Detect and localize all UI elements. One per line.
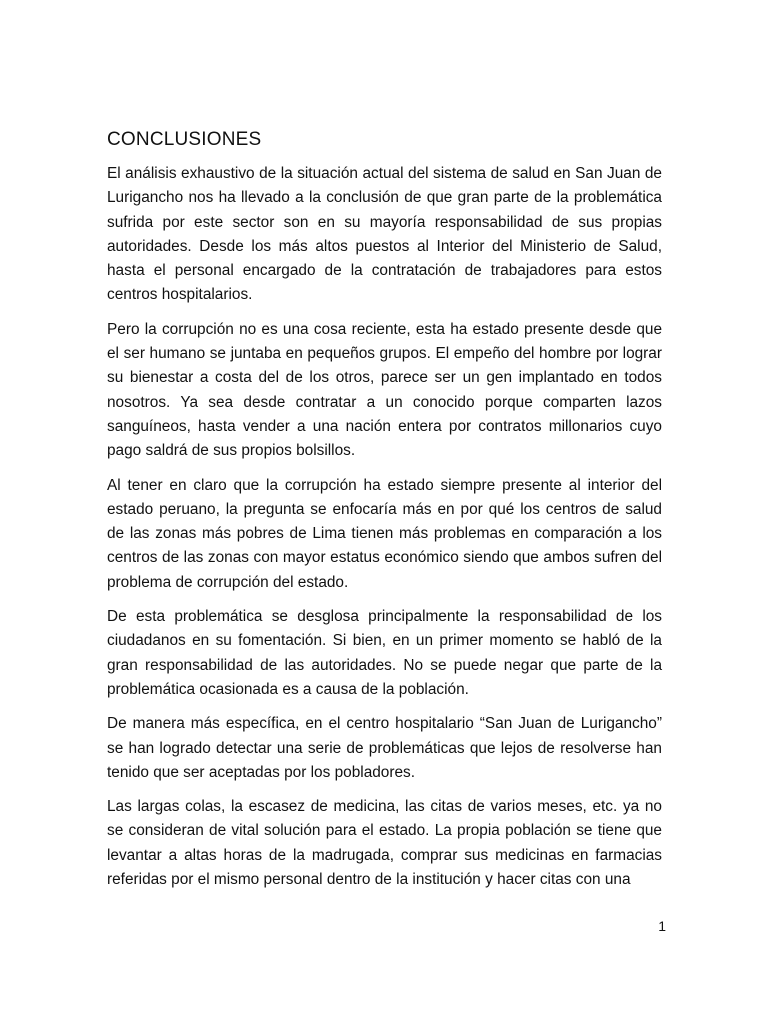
paragraph-3: Al tener en claro que la corrupción ha estado siempre presente al interior del estado peruano, la pregunta se enfocaría más en por qué los centros de salud de las zonas más pobres de Lima tienen más problemas en comparación a los centros de las zonas con mayor estatus económico siendo que ambos sufren del problema de corrupción del estado. [107, 476, 662, 591]
page-number: 1 [658, 918, 666, 934]
section-heading: CONCLUSIONES [107, 129, 262, 150]
paragraph-2: Pero la corrupción no es una cosa reciente, esta ha estado presente desde que el ser humano se juntaba en pequeños grupos. El empeño del hombre por lograr su bienestar a costa del de los otros, parece ser un gen implantado en todos nosotros. Ya sea desde contratar a un conocido porque comparten lazos sanguíneos, hasta vender a una nación entera por contratos millonarios cuyo pago saldrá de sus propios bolsillos. [107, 320, 662, 460]
paragraph-4: De esta problemática se desglosa principalmente la responsabilidad de los ciudadanos en su fomentación. Si bien, en un primer momento se habló de la gran responsabilidad de las autoridades. No se puede negar que parte de la problemática ocasionada es a causa de la población. [107, 608, 662, 698]
document-body [107, 127, 662, 902]
paragraph-5: De manera más específica, en el centro hospitalario “San Juan de Lurigancho” se han logrado detectar una serie de problemáticas que lejos de resolverse han tenido que ser aceptadas por los pobladores. [107, 715, 662, 781]
paragraph-6: Las largas colas, la escasez de medicina, las citas de varios meses, etc. ya no se consideran de vital solución para el estado. La propia población se tiene que levantar a altas horas de la madrugada, comprar sus medicinas en farmacias referidas por el mismo personal dentro de la institución y hacer citas con una [107, 798, 662, 889]
paragraph-1: El análisis exhaustivo de la situación actual del sistema de salud en San Juan de Lurigancho nos ha llevado a la conclusión de que gran parte de la problemática sufrida por este sector son en su mayoría responsabilidad de sus propias autoridades. Desde los más altos puestos al Interior del Ministerio de Salud, hasta el personal encargado de la contratación de trabajadores para estos centros hospitalarios. [107, 165, 662, 304]
